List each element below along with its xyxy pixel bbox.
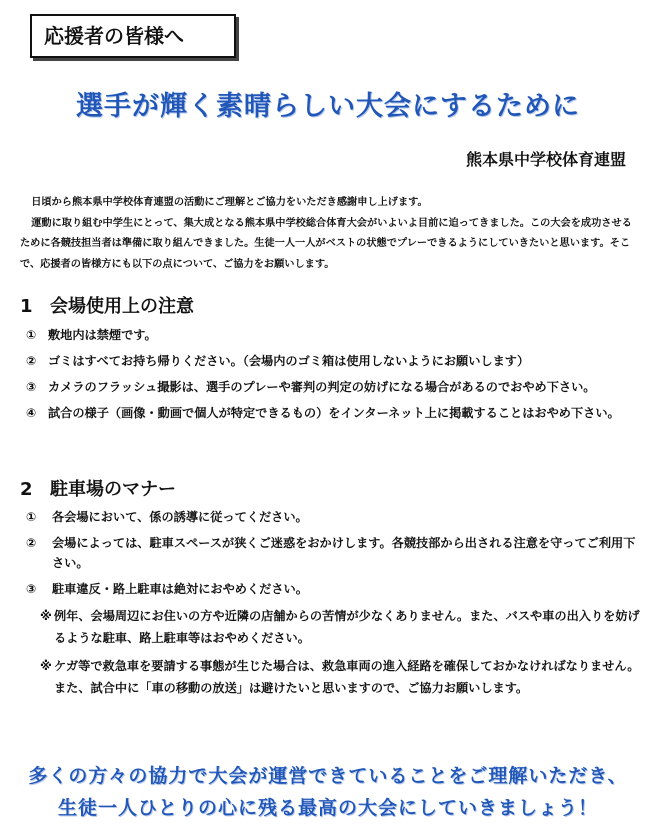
- parking-rules-list: [26, 507, 644, 605]
- intro-line-2: 運動に取り組む中学生にとって、集大成となる熊本県中学校総合体育大会がいよいよ目前に迫ってきました。この大会を成功させるために各競技担当者は準備に取り組んできました。生徒一人一人がベストの状態でプレーできるようにしていきたいと思います。そこで、応援者の皆様方にも以下の点について、ご協力をお願いします。: [20, 217, 632, 270]
- note-text: ケガ等で救急車を要請する事態が生じた場合は、救急車両の進入経路を確保しておかなければなりません。また、試合中に「車の移動の放送」は避けたいと思いますので、ご協力お願いします。: [54, 659, 640, 695]
- item-text: ゴミはすべてお持ち帰りください。（会場内のゴミ箱は使用しないようにお願いします）: [48, 354, 530, 368]
- item-number: ④: [26, 406, 37, 420]
- section-title: 駐車場のマナー: [50, 479, 176, 500]
- item-number: ②: [26, 536, 37, 550]
- note-mark: ※: [40, 659, 52, 673]
- list-item: [26, 533, 644, 573]
- note-item: [40, 605, 644, 649]
- note-text: 例年、会場周辺にお住いの方や近隣の店舗からの苦情が少なくありません。また、バスや車の出入りを妨げるような駐車、路上駐車等はおやめください。: [54, 609, 640, 645]
- list-item: [26, 507, 644, 527]
- item-number: ①: [26, 328, 37, 342]
- list-item: [26, 579, 644, 599]
- venue-rules-list: [26, 325, 644, 429]
- list-item: [26, 403, 644, 423]
- section-number: 2: [20, 479, 33, 500]
- parking-notes: [40, 605, 644, 705]
- section-title: 会場使用上の注意: [50, 296, 194, 317]
- item-text: 試合の様子（画像・動画で個人が特定できるもの）をインターネット上に掲載することはおやめ下さい。: [48, 406, 620, 420]
- closing-line-2: 生徒一人ひとりの心に残る最高の大会にしていきましょう！: [57, 797, 598, 819]
- section-heading-parking: [20, 475, 176, 501]
- organization-name: 熊本県中学校体育連盟: [465, 150, 626, 169]
- item-number: ③: [26, 380, 37, 394]
- item-number: ③: [26, 582, 37, 596]
- closing-line-1: 多くの方々の協力で大会が運営できていることをご理解いただき、: [28, 765, 628, 787]
- item-text: 会場によっては、駐車スペースが狭くご迷惑をおかけします。各競技部から出される注意を守ってご利用下さい。: [52, 536, 636, 570]
- page-title: 選手が輝く素晴らしい大会にするために: [76, 91, 580, 122]
- item-text: 敷地内は禁煙です。: [48, 328, 157, 342]
- header-box: 応援者の皆様へ: [30, 14, 236, 58]
- section-heading-venue: [20, 292, 194, 318]
- item-text: 駐車違反・路上駐車は絶対におやめください。: [52, 582, 308, 596]
- item-number: ①: [26, 510, 37, 524]
- item-text: 各会場において、係の誘導に従ってください。: [52, 510, 308, 524]
- list-item: [26, 325, 644, 345]
- intro-paragraph: [20, 193, 638, 275]
- note-item: [40, 655, 644, 699]
- item-text: カメラのフラッシュ撮影は、選手のプレーや審判の判定の妨げになる場合があるのでおやめ下さい。: [48, 380, 596, 394]
- section-number: 1: [20, 296, 33, 317]
- item-number: ②: [26, 354, 37, 368]
- note-mark: ※: [40, 609, 52, 623]
- list-item: [26, 351, 644, 371]
- closing-message: [0, 760, 656, 824]
- list-item: [26, 377, 644, 397]
- intro-line-1: 日頃から熊本県中学校体育連盟の活動にご理解とご協力をいただき感謝申し上げます。: [31, 197, 428, 208]
